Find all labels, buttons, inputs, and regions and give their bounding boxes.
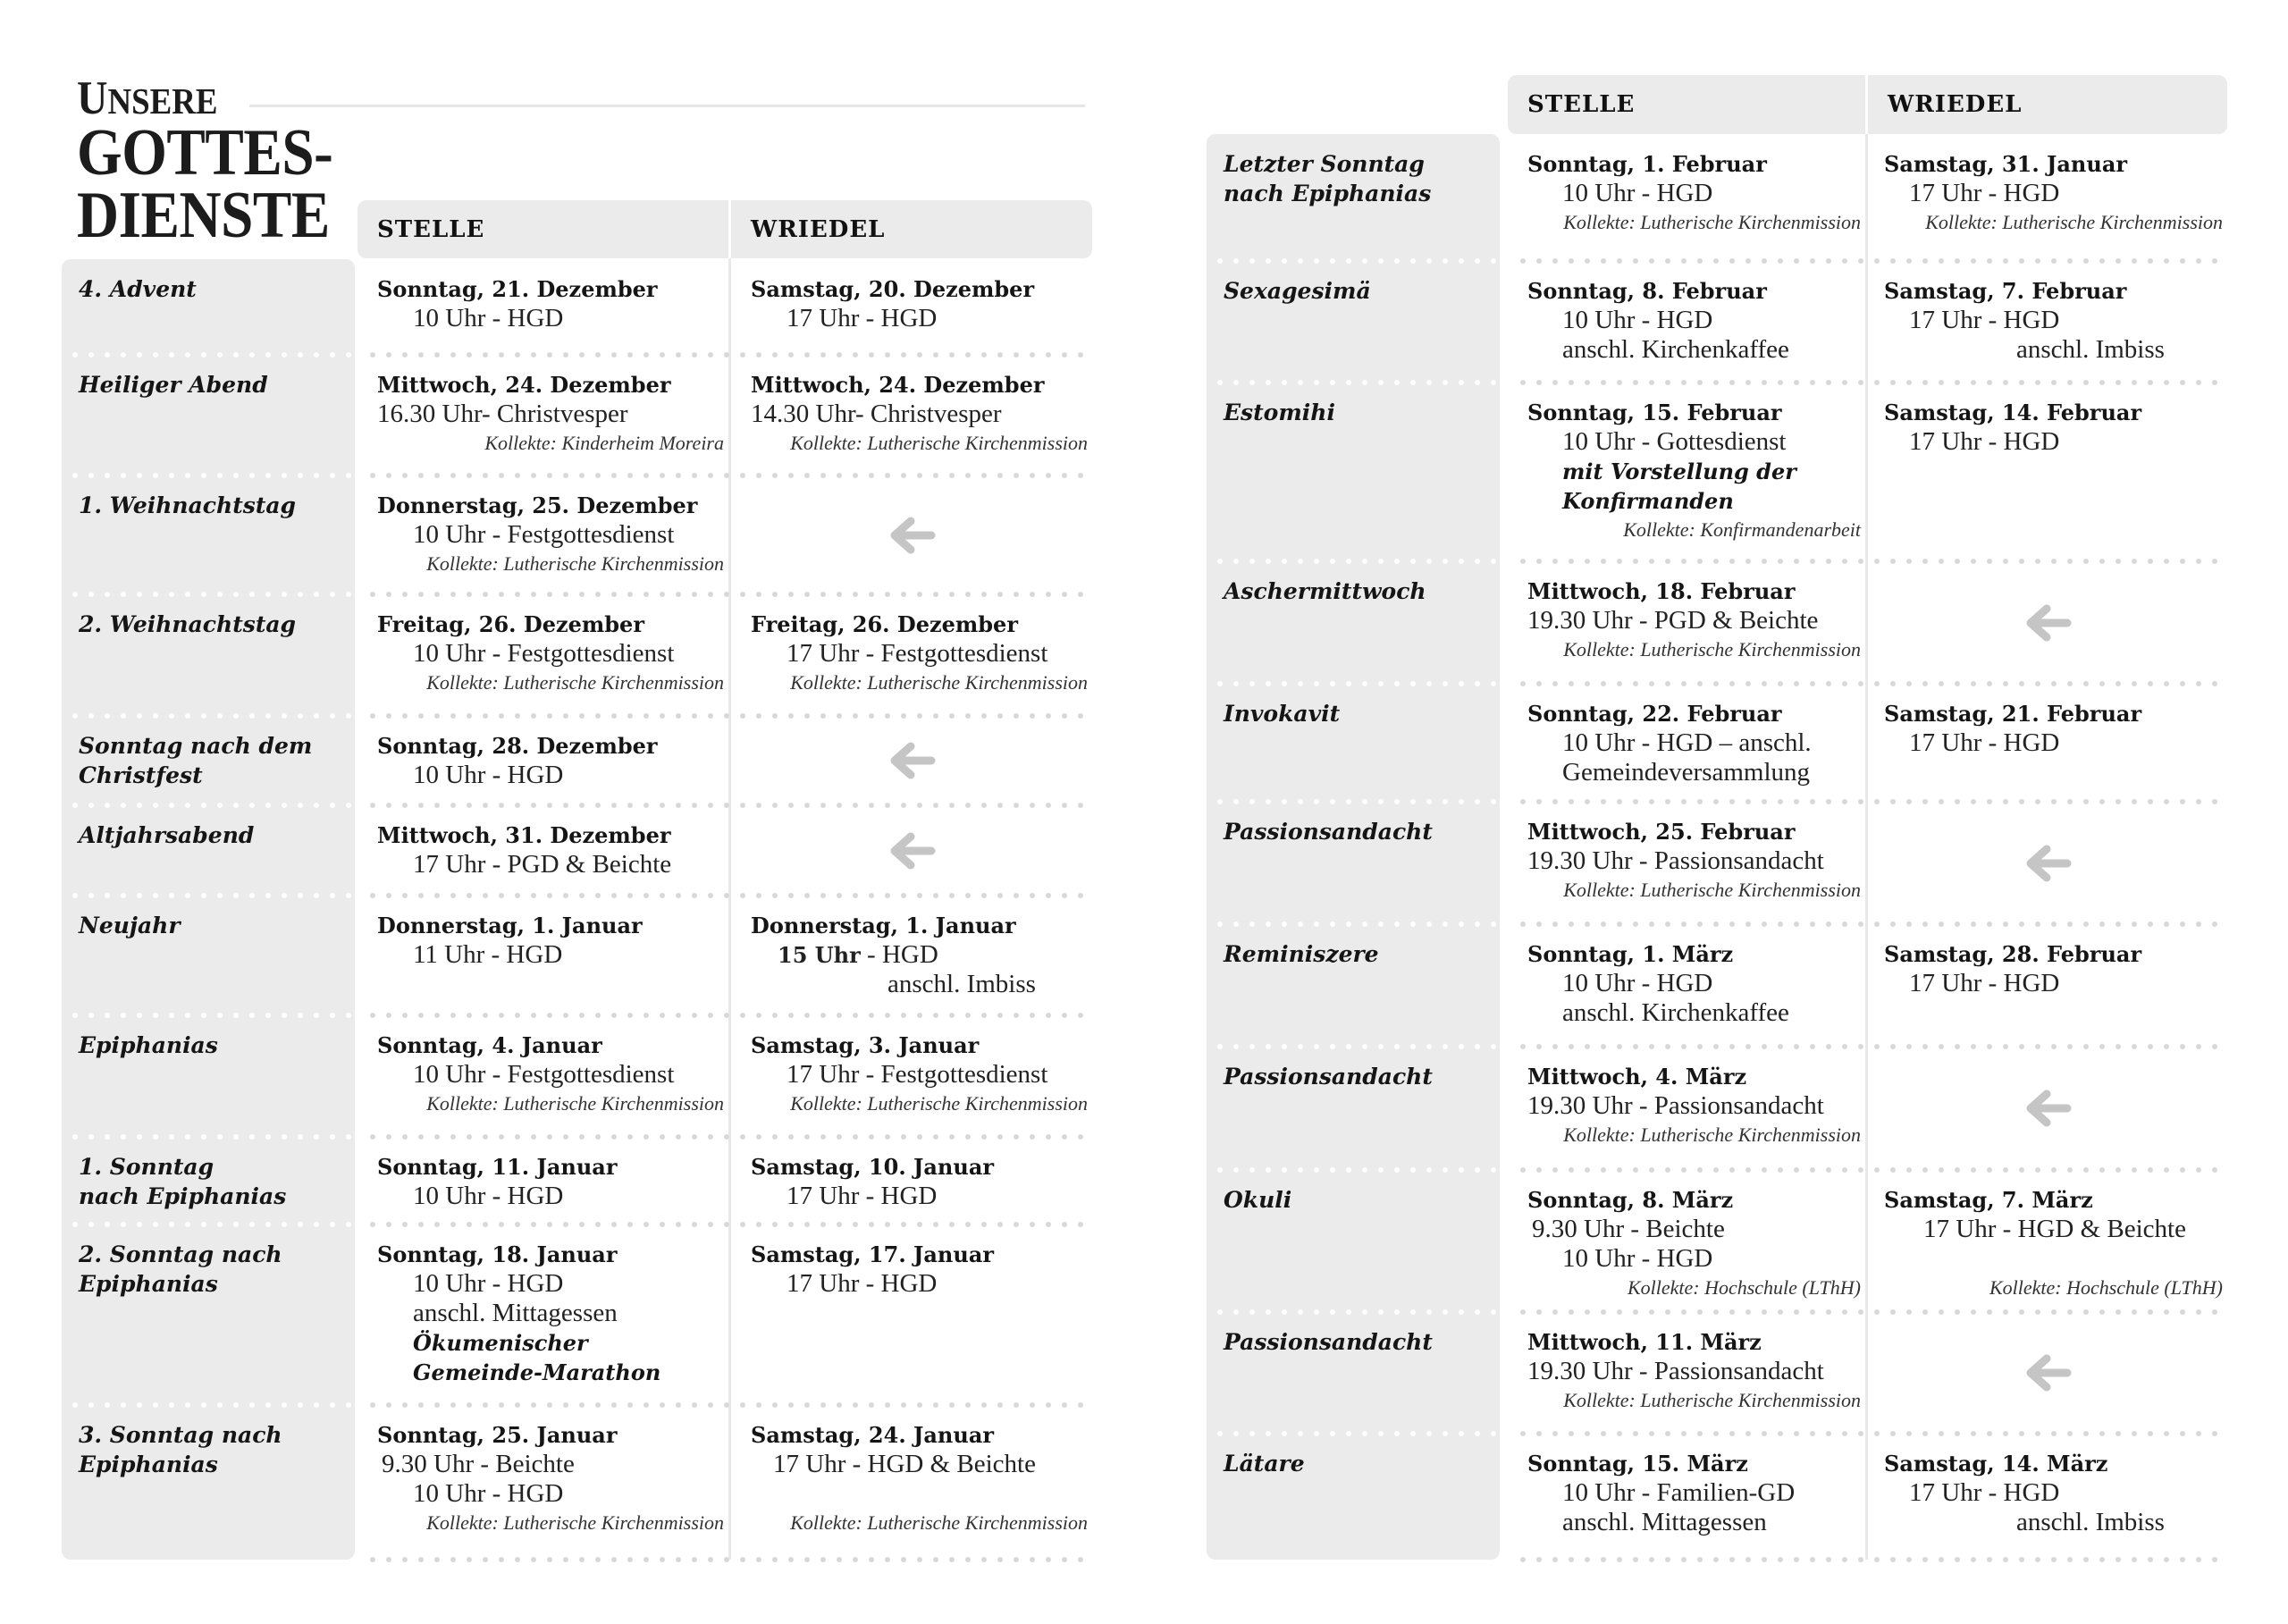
column-header-stelle: STELLE: [377, 215, 485, 243]
service-name: Passionsandacht: [1224, 1329, 1433, 1355]
service-name: Invokavit: [1224, 701, 1341, 727]
service-date: Sonntag, 8. März: [1527, 1187, 1734, 1213]
service-name: 1. Sonntag nach Epiphanias: [79, 1154, 287, 1209]
stelle-cell: [1508, 134, 1865, 261]
stelle-cell: [1508, 1434, 1865, 1560]
service-date: Sonntag, 25. Januar: [377, 1422, 618, 1448]
stelle-cell: [1508, 261, 1865, 383]
column-header-stelle: STELLE: [1527, 91, 1636, 118]
kollekte-note: Kollekte: Lutherische Kirchenmission: [1563, 211, 1861, 233]
wriedel-cell: [1868, 561, 2227, 684]
service-date: Mittwoch, 24. Dezember: [377, 372, 671, 398]
service-time: 17 Uhr - Festgottesdienst: [786, 1060, 1048, 1089]
service-name: Epiphanias: [79, 1032, 218, 1058]
wriedel-cell: [1868, 1170, 2227, 1312]
service-name: 2. Sonntag nach Epiphanias: [79, 1241, 282, 1297]
service-time: 17 Uhr - HGD & Beichte: [1923, 1215, 2186, 1243]
service-note: anschl. Mittagessen: [1562, 1508, 1767, 1536]
schedule-row: [0, 924, 2288, 1047]
service-highlight: Konfirmanden: [1562, 488, 1734, 514]
service-name: 1. Weihnachtstag: [79, 492, 297, 518]
service-time: 10 Uhr - HGD: [1562, 306, 1713, 334]
schedule-row: [0, 1434, 2288, 1560]
service-date: Sonntag, 11. Januar: [377, 1154, 618, 1180]
service-time: 17 Uhr - HGD: [786, 304, 938, 332]
service-time-emphasis: 15 Uhr: [778, 942, 861, 968]
service-time: 9.30 Uhr - Beichte: [1532, 1215, 1725, 1243]
service-time: 10 Uhr - HGD: [1562, 969, 1713, 997]
stelle-cell: [1508, 924, 1865, 1047]
service-date: Freitag, 26. Dezember: [751, 611, 1018, 637]
service-time: 10 Uhr - Gottesdienst: [1562, 427, 1787, 456]
service-date: Freitag, 26. Dezember: [377, 611, 644, 637]
kollekte-note: Kollekte: Lutherische Kirchenmission: [790, 432, 1088, 454]
kollekte-note: Kollekte: Lutherische Kirchenmission: [790, 1092, 1088, 1115]
service-time: 10 Uhr - Festgottesdienst: [413, 520, 675, 549]
service-date: Mittwoch, 24. Dezember: [751, 372, 1045, 398]
stelle-cell: [1508, 1312, 1865, 1434]
kollekte-note: Kollekte: Lutherische Kirchenmission: [1925, 211, 2223, 233]
kollekte-note: Kollekte: Lutherische Kirchenmission: [1563, 879, 1861, 901]
service-time: 19.30 Uhr - Passionsandacht: [1527, 1357, 1824, 1385]
kollekte-note: Kollekte: Lutherische Kirchenmission: [1563, 638, 1861, 661]
service-date: Samstag, 17. Januar: [751, 1241, 995, 1267]
service-time: 17 Uhr - HGD: [1909, 306, 2060, 334]
kollekte-note: Kollekte: Lutherische Kirchenmission: [790, 671, 1088, 694]
service-date: Sonntag, 1. März: [1527, 941, 1734, 967]
service-time: 17 Uhr - HGD: [786, 1269, 938, 1298]
service-time: 17 Uhr - Festgottesdienst: [786, 639, 1048, 668]
title-dienste: DIENSTE: [77, 179, 330, 252]
service-date: Sonntag, 15. Februar: [1527, 400, 1782, 425]
kollekte-note: Kollekte: Lutherische Kirchenmission: [426, 1511, 724, 1534]
kollekte-note: Kollekte: Hochschule (LThH): [1627, 1276, 1861, 1299]
kollekte-note: Kollekte: Lutherische Kirchenmission: [1563, 1389, 1861, 1411]
title-unsere: UNSERE: [77, 72, 218, 124]
stelle-cell: [1508, 383, 1865, 561]
service-date: Samstag, 31. Januar: [1884, 151, 2128, 177]
service-time: 17 Uhr - HGD & Beichte: [773, 1450, 1036, 1478]
service-time: 10 Uhr - HGD: [413, 761, 564, 789]
service-date: Sonntag, 1. Februar: [1527, 151, 1767, 177]
kollekte-note: Kollekte: Lutherische Kirchenmission: [426, 1092, 724, 1115]
service-date: Sonntag, 4. Januar: [377, 1032, 602, 1058]
service-time: 19.30 Uhr - Passionsandacht: [1527, 846, 1824, 875]
service-highlight: Gemeinde-Marathon: [413, 1359, 661, 1385]
service-name: Lätare: [1224, 1451, 1305, 1477]
service-time-text: - HGD: [860, 940, 938, 969]
arrow-left-icon: [2021, 602, 2074, 644]
service-date: Samstag, 20. Dezember: [751, 276, 1035, 302]
service-date: Donnerstag, 25. Dezember: [377, 492, 698, 518]
schedule-row: [0, 561, 2288, 684]
service-date: Samstag, 21. Februar: [1884, 701, 2142, 727]
service-date: Samstag, 10. Januar: [751, 1154, 995, 1180]
service-name: Okuli: [1224, 1187, 1292, 1213]
service-date: Sonntag, 21. Dezember: [377, 276, 658, 302]
service-name: 3. Sonntag nach Epiphanias: [79, 1422, 282, 1477]
service-name: Reminiszere: [1224, 941, 1379, 967]
service-note: anschl. Kirchenkaffee: [1562, 998, 1789, 1027]
kollekte-note: Kollekte: Lutherische Kirchenmission: [426, 552, 724, 575]
service-time: 10 Uhr - HGD: [1562, 179, 1713, 207]
service-date: Sonntag, 8. Februar: [1527, 278, 1767, 304]
service-time: 16.30 Uhr- Christvesper: [377, 400, 628, 428]
service-date: Donnerstag, 1. Januar: [377, 913, 643, 938]
service-note: Gemeindeversammlung: [1562, 758, 1811, 787]
service-name: Passionsandacht: [1224, 1064, 1433, 1090]
service-highlight: mit Vorstellung der: [1562, 459, 1796, 484]
stelle-cell: [1508, 684, 1865, 802]
service-date: Sonntag, 15. März: [1527, 1451, 1748, 1477]
arrow-left-icon: [2021, 1087, 2074, 1130]
service-date: Mittwoch, 11. März: [1527, 1329, 1762, 1355]
service-date: Samstag, 14. März: [1884, 1451, 2108, 1477]
service-name: Letzter Sonntag nach Epiphanias: [1224, 151, 1432, 206]
service-name: 2. Weihnachtstag: [79, 611, 297, 637]
line-spacer: [1868, 1244, 2227, 1274]
wriedel-cell: [1868, 1434, 2227, 1560]
service-name: Passionsandacht: [1224, 819, 1433, 845]
service-time: 10 Uhr - HGD: [1562, 1244, 1713, 1273]
service-time: 10 Uhr - Familien-GD: [1562, 1478, 1796, 1507]
kollekte-note: Kollekte: Kinderheim Moreira: [484, 432, 724, 454]
kollekte-note: Kollekte: Konfirmandenarbeit: [1623, 518, 1861, 541]
kollekte-note: Kollekte: Lutherische Kirchenmission: [790, 1511, 1088, 1534]
wriedel-cell: [1868, 684, 2227, 802]
service-note: anschl. Imbiss: [887, 970, 1036, 998]
schedule-row: [0, 1312, 2288, 1434]
service-note: anschl. Kirchenkaffee: [1562, 335, 1789, 364]
service-note: anschl. Mittagessen: [413, 1299, 618, 1327]
stelle-cell: [1508, 1047, 1865, 1170]
service-name: Heiliger Abend: [79, 372, 268, 398]
service-note: anschl. Imbiss: [2016, 1508, 2165, 1536]
service-time: 17 Uhr - HGD: [786, 1182, 938, 1210]
stelle-cell: [1508, 561, 1865, 684]
service-time: 14.30 Uhr- Christvesper: [751, 400, 1002, 428]
service-name: 4. Advent: [79, 276, 197, 302]
service-date: Samstag, 7. März: [1884, 1187, 2093, 1213]
arrow-left-icon: [2021, 1351, 2074, 1394]
kollekte-note: Kollekte: Lutherische Kirchenmission: [1563, 1123, 1861, 1146]
schedule-row: [0, 383, 2288, 561]
service-date: Samstag, 3. Januar: [751, 1032, 980, 1058]
service-name: Altjahrsabend: [79, 822, 255, 848]
service-time: 17 Uhr - HGD: [1909, 969, 2060, 997]
service-date: Samstag, 14. Februar: [1884, 400, 2142, 425]
service-time: 9.30 Uhr - Beichte: [382, 1450, 575, 1478]
wriedel-cell: [1868, 261, 2227, 383]
service-name: Aschermittwoch: [1224, 578, 1426, 604]
schedule-row: [0, 261, 2288, 383]
service-time: 11 Uhr - HGD: [413, 940, 563, 969]
service-date: Samstag, 24. Januar: [751, 1422, 995, 1448]
service-note: anschl. Imbiss: [2016, 335, 2165, 364]
service-time: 17 Uhr - HGD: [1909, 179, 2060, 207]
wriedel-cell: [1868, 134, 2227, 261]
service-time: 10 Uhr - Festgottesdienst: [413, 639, 675, 668]
wriedel-cell: [1868, 383, 2227, 561]
service-date: Mittwoch, 4. März: [1527, 1064, 1747, 1090]
schedule-row: [0, 1047, 2288, 1170]
service-name: Sexagesimä: [1224, 278, 1371, 304]
service-date: Sonntag, 22. Februar: [1527, 701, 1782, 727]
column-header-wriedel: WRIEDEL: [1888, 91, 2023, 118]
title-gottes: GOTTES-: [77, 116, 333, 189]
service-time: 10 Uhr - HGD – anschl.: [1562, 728, 1812, 757]
service-time: 10 Uhr - Festgottesdienst: [413, 1060, 675, 1089]
service-name: Estomihi: [1224, 400, 1335, 425]
service-date: Mittwoch, 18. Februar: [1527, 578, 1796, 604]
row-separator: [1510, 1557, 2227, 1562]
service-time: 10 Uhr - HGD: [413, 1479, 564, 1508]
service-time: 10 Uhr - HGD: [413, 304, 564, 332]
service-time: 19.30 Uhr - PGD & Beichte: [1527, 606, 1819, 635]
service-time: 17 Uhr - HGD: [1909, 1478, 2060, 1507]
service-time: 17 Uhr - HGD: [1909, 728, 2060, 757]
kollekte-note: Kollekte: Hochschule (LThH): [1989, 1276, 2223, 1299]
schedule-row: [0, 1170, 2288, 1312]
schedule-row: [0, 802, 2288, 924]
service-time: 10 Uhr - HGD: [413, 1182, 564, 1210]
service-name: Sonntag nach dem Christfest: [79, 733, 313, 788]
service-date: Donnerstag, 1. Januar: [751, 913, 1016, 938]
service-date: Mittwoch, 25. Februar: [1527, 819, 1796, 845]
service-time: 17 Uhr - PGD & Beichte: [413, 850, 672, 879]
stelle-cell: [1508, 1170, 1865, 1312]
kollekte-note: Kollekte: Lutherische Kirchenmission: [426, 671, 724, 694]
service-highlight: Ökumenischer: [413, 1330, 588, 1356]
wriedel-cell: [1868, 924, 2227, 1047]
service-date: Sonntag, 28. Dezember: [377, 733, 658, 759]
service-date: Samstag, 28. Februar: [1884, 941, 2142, 967]
service-date: Samstag, 7. Februar: [1884, 278, 2127, 304]
wriedel-cell: [1868, 1312, 2227, 1434]
service-name: Neujahr: [79, 913, 181, 938]
service-time: 17 Uhr - HGD: [1909, 427, 2060, 456]
arrow-left-icon: [2021, 842, 2074, 885]
wriedel-cell: [1868, 802, 2227, 924]
service-time: 10 Uhr - HGD: [413, 1269, 564, 1298]
service-date: Mittwoch, 31. Dezember: [377, 822, 671, 848]
schedule-row: [0, 134, 2288, 261]
column-header-wriedel: WRIEDEL: [751, 215, 886, 243]
service-time: 19.30 Uhr - Passionsandacht: [1527, 1091, 1824, 1120]
service-date: Sonntag, 18. Januar: [377, 1241, 618, 1267]
wriedel-cell: [1868, 1047, 2227, 1170]
stelle-cell: [1508, 802, 1865, 924]
schedule-row: [0, 684, 2288, 802]
